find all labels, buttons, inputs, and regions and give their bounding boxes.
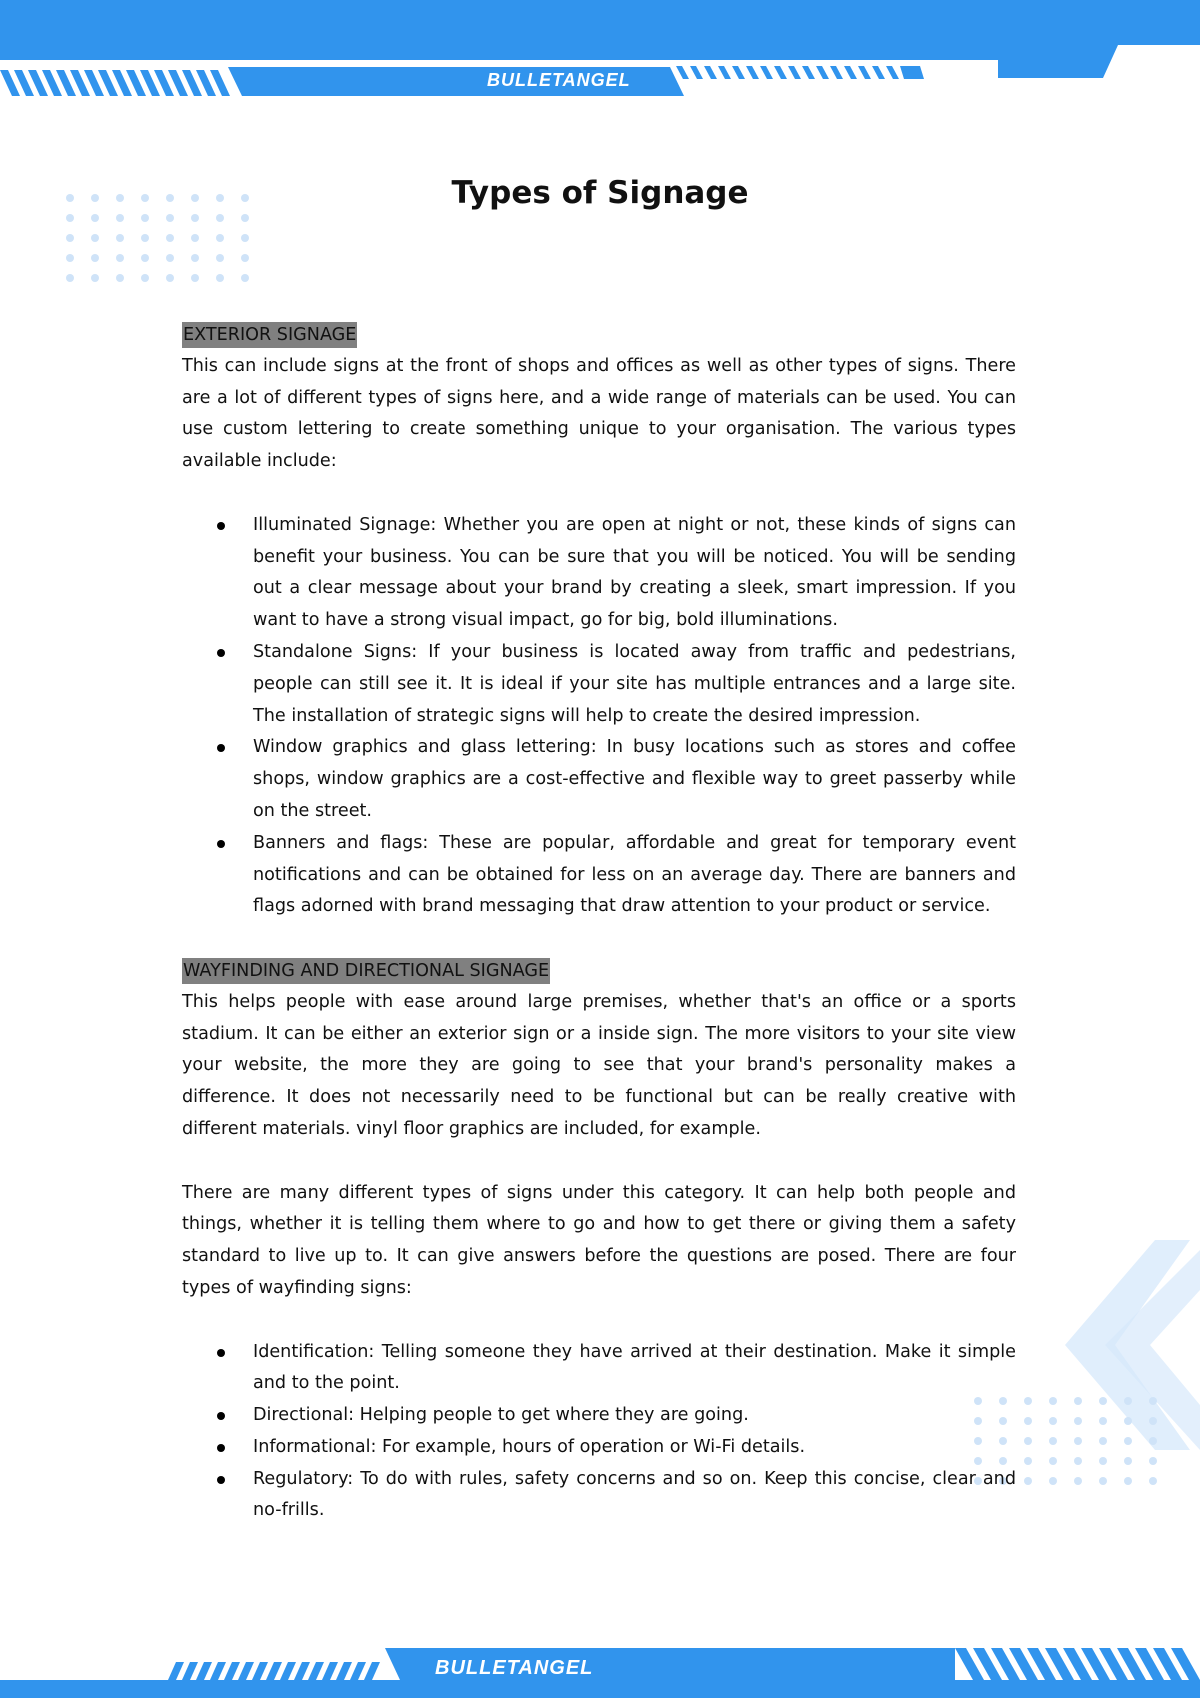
- spacer: [182, 1305, 1016, 1337]
- list-item: Identification: Telling someone they have arrived at their destination. Make it simple and to the point.: [182, 1337, 1016, 1401]
- list-item: Directional: Helping people to get where they are going.: [182, 1400, 1016, 1432]
- footer-stripes-right: [955, 1648, 1200, 1680]
- footer-banner: [0, 1640, 1200, 1698]
- section-heading-container: [182, 955, 1016, 987]
- paragraph: This helps people with ease around large premises, whether that's an office or a sports stadium. It can be either an exterior sign or a inside sign. The more visitors to your site view your website, the more they are going to see that your brand's personality makes a difference. It does not necessarily need to be functional but can be really creative with different materials. vinyl floor graphics are included, for example.: [182, 991, 1016, 1139]
- list-item: Banners and flags: These are popular, affordable and great for temporary event notifications and can be obtained for less on an average day. There are banners and flags adorned with brand messaging that draw attention to your product or service.: [182, 828, 1016, 923]
- section-heading-container: [182, 319, 1016, 351]
- footer-brand-logo: BULLETANGEL: [435, 1657, 594, 1679]
- footer-stripes-left: [168, 1662, 380, 1680]
- page-title: Types of Signage: [451, 175, 749, 211]
- list-item: Standalone Signs: If your business is located away from traffic and pedestrians, people can still see it. It is ideal if your site has multiple entrances and a large site. The installation of strategic signs will help to create the desired impression.: [182, 637, 1016, 732]
- header-stripes-right: [676, 66, 924, 79]
- list-item: Regulatory: To do with rules, safety concerns and so on. Keep this concise, clear and no-frills.: [182, 1464, 1016, 1528]
- section-heading-wayfinding: WAYFINDING AND DIRECTIONAL SIGNAGE: [182, 958, 550, 984]
- spacer: [182, 478, 1016, 510]
- list-item: Illuminated Signage: Whether you are open at night or not, these kinds of signs can benefit your business. You can be sure that you will be noticed. You will be sending out a clear message about your brand by creating a sleek, smart impression. If you want to have a strong visual impact, go for big, bold illuminations.: [182, 510, 1016, 637]
- paragraph: This can include signs at the front of shops and offices as well as other types of signs. There are a lot of different types of signs here, and a wide range of materials can be used. You can use custom lettering to create something unique to your organisation. The various types available include:: [182, 355, 1016, 472]
- list-item: Informational: For example, hours of operation or Wi-Fi details.: [182, 1432, 1016, 1464]
- paragraph: There are many different types of signs under this category. It can help both people and things, whether it is telling them where to go and how to get there or giving them a safety standard to live up to. It can give answers before the questions are posed. There are four types of wayfinding signs:: [182, 1182, 1016, 1298]
- spacer: [182, 923, 1016, 955]
- bullet-list-exterior: [182, 510, 1016, 923]
- list-item: Window graphics and glass lettering: In busy locations such as stores and coffee shops, window graphics are a cost-effective and flexible way to greet passerby while on the street.: [182, 732, 1016, 827]
- bullet-list-wayfinding: [182, 1337, 1016, 1528]
- spacer: [182, 1146, 1016, 1178]
- document-body: [182, 319, 1016, 1527]
- header-brand-logo: BULLETANGEL: [487, 70, 631, 90]
- section-heading-exterior: EXTERIOR SIGNAGE: [182, 322, 357, 348]
- header-stripes-left: [0, 70, 230, 96]
